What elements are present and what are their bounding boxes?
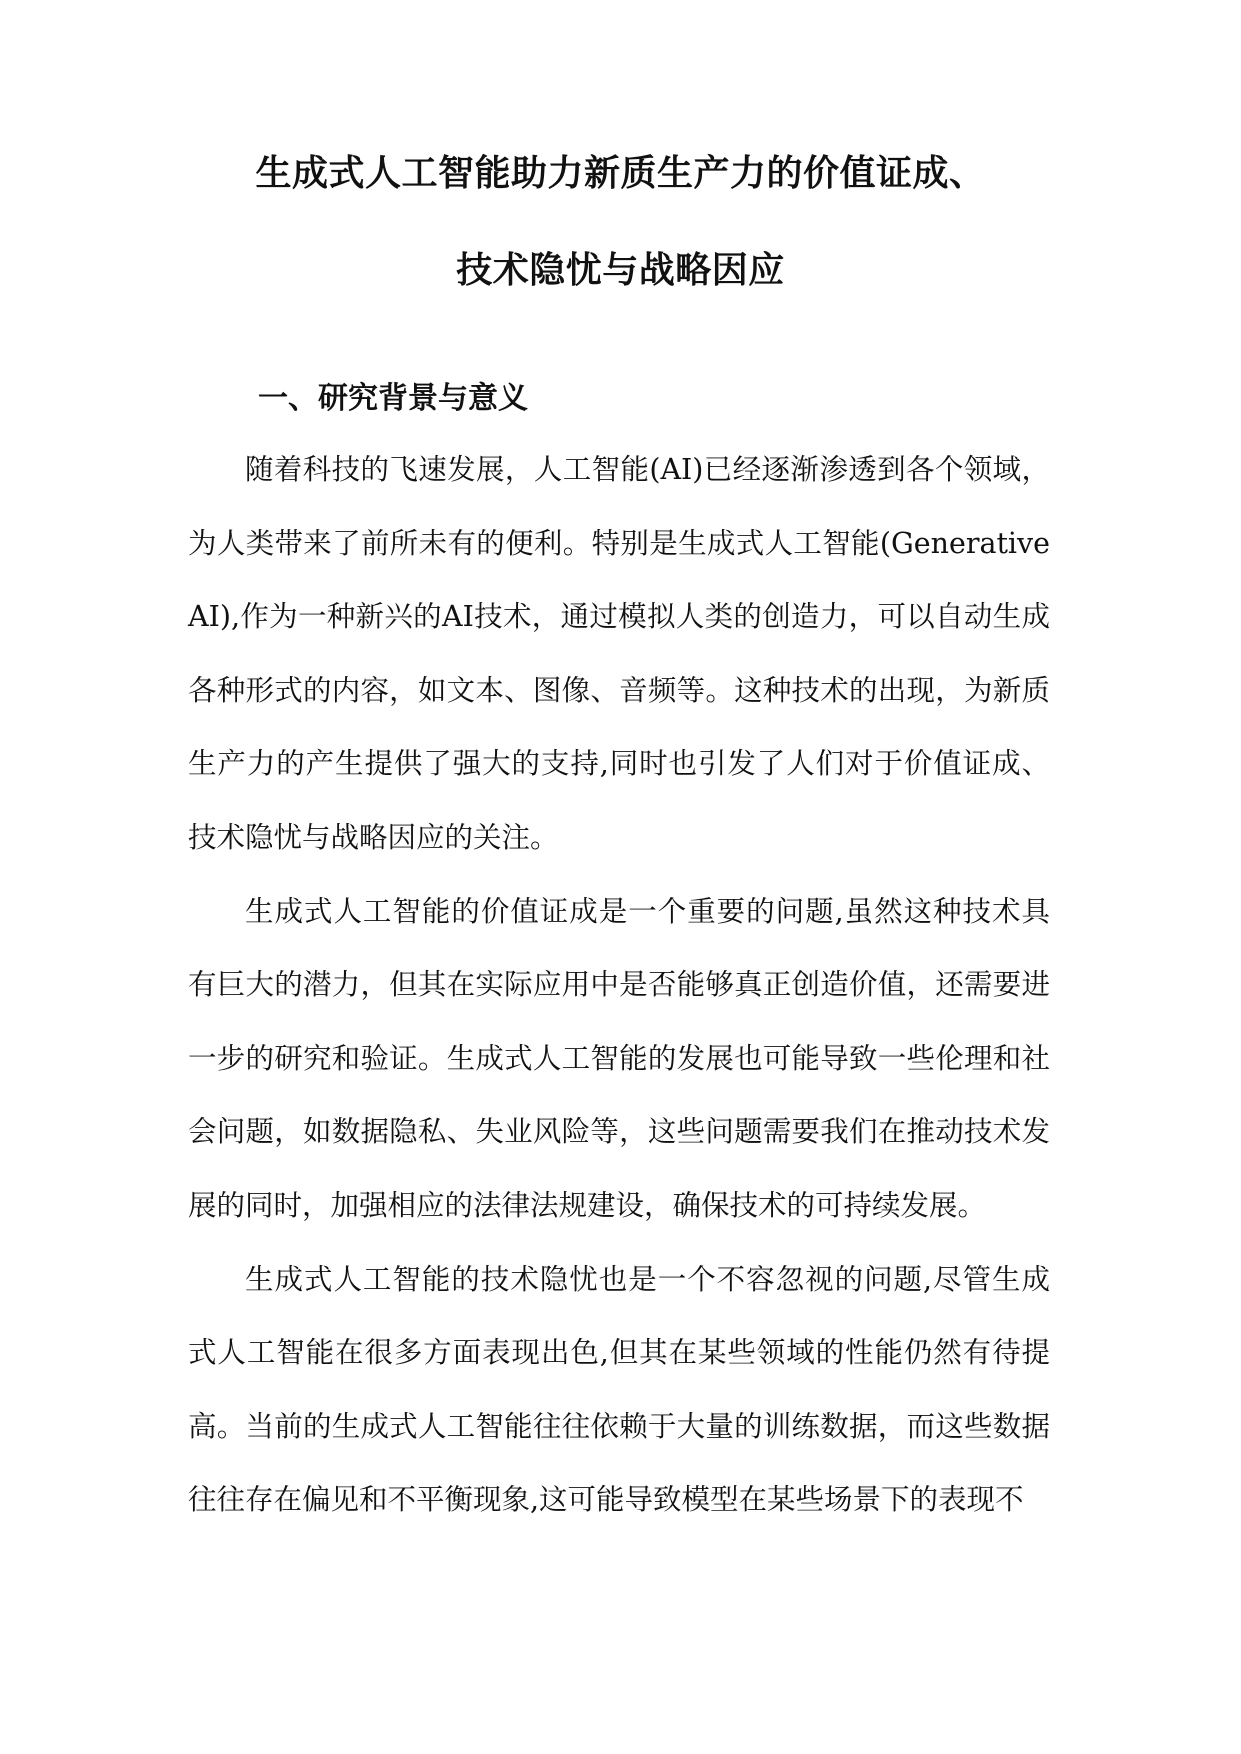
document-title-line-1: 生成式人工智能助力新质生产力的价值证成、 [255, 153, 986, 194]
section-heading: 一、研究背景与意义 [258, 381, 528, 416]
paragraph: 生成式人工智能的技术隐忧也是一个不容忽视的问题,尽管生成式人工智能在很多方面表现出色,但其在某些领域的性能仍然有待提高。当前的生成式人工智能往往依赖于大量的训练数据，而这些数据往往存在偏见和不平衡现象,这可能导致模型在某些场景下的表现不 [188, 1262, 1050, 1517]
body-text [188, 433, 1050, 1537]
document-title-line-2: 技术隐忧与战略因应 [456, 250, 785, 291]
paragraph: 随着科技的飞速发展，人工智能(AI)已经逐渐渗透到各个领域，为人类带来了前所未有的便利。特别是生成式人工智能(Generative AI),作为一种新兴的AI技术，通过模拟人类的创造力，可以自动生成各种形式的内容，如文本、图像、音频等。这种技术的出现，为新质生产力的产生提供了强大的支持,同时也引发了人们对于价值证成、技术隐忧与战略因应的关注。 [188, 453, 1050, 854]
paragraph: 生成式人工智能的价值证成是一个重要的问题,虽然这种技术具有巨大的潜力，但其在实际应用中是否能够真正创造价值，还需要进一步的研究和验证。生成式人工智能的发展也可能导致一些伦理和社会问题，如数据隐私、失业风险等，这些问题需要我们在推动技术发展的同时，加强相应的法律法规建设，确保技术的可持续发展。 [188, 894, 1050, 1222]
